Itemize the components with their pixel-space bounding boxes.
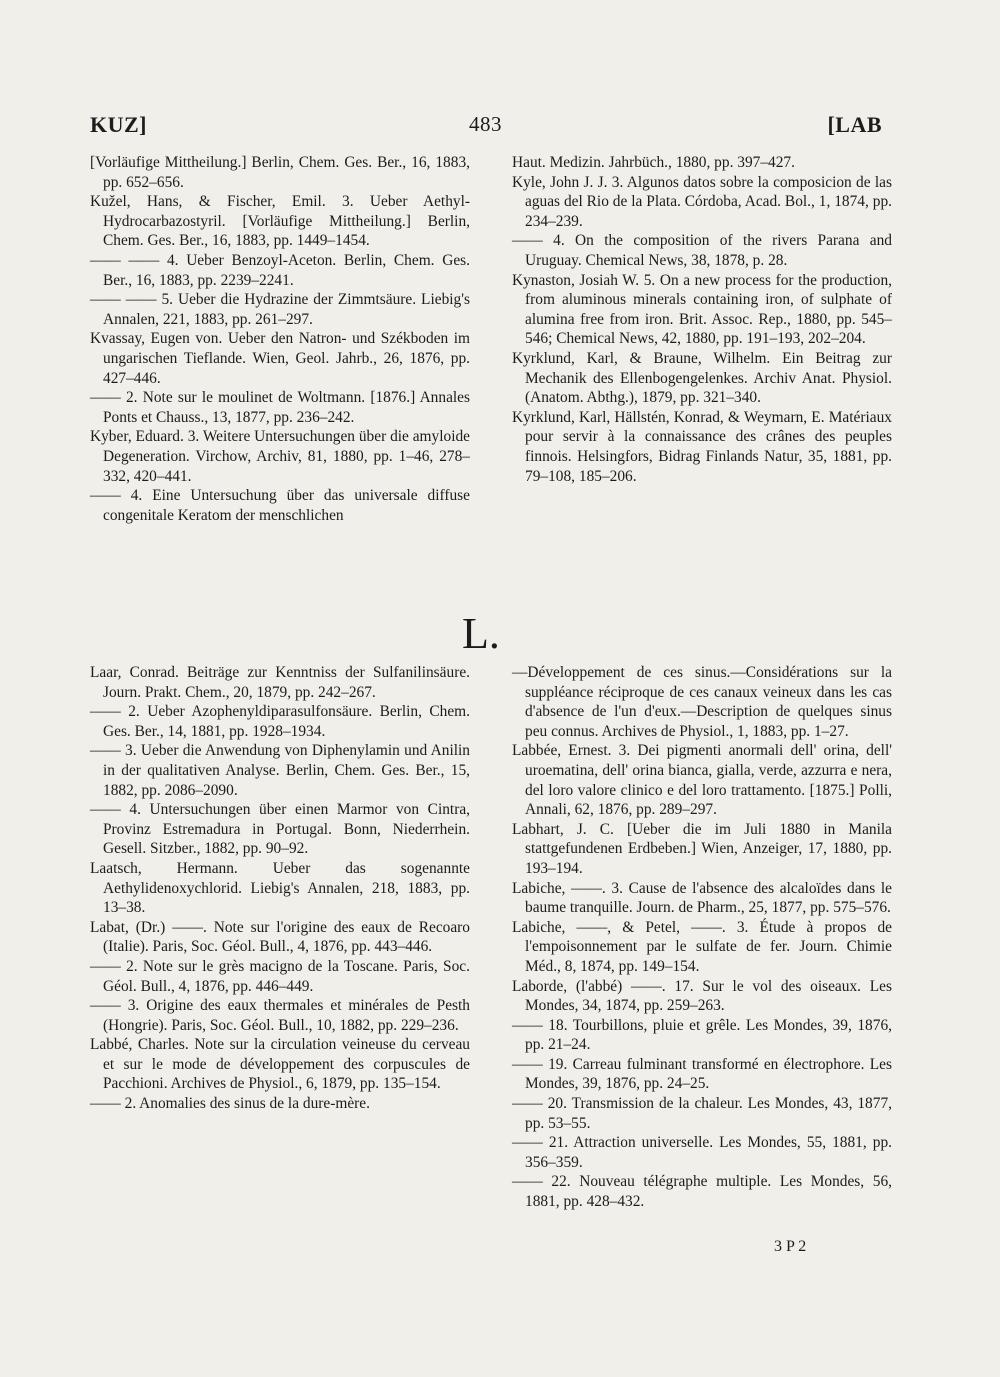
entry: —— 19. Carreau fulminant transformé en électrophore. Les Mondes, 39, 1876, pp. 24–25.	[512, 1055, 892, 1093]
entry: Labhart, J. C. [Ueber die im Juli 1880 in Manila stattgefundenen Erdbeben.] Wien, Anzeiger, 17, 1880, pp. 193–194.	[512, 820, 892, 877]
entry: —— 2. Note sur le grès macigno de la Toscane. Paris, Soc. Géol. Bull., 4, 1876, pp. 446–449.	[90, 957, 470, 995]
printer-signature: 3 P 2	[774, 1238, 807, 1255]
entry: Labiche, ——, & Petel, ——. 3. Étude à propos de l'empoisonnement par le sulfate de fer. Journ. Chimie Méd., 8, 1874, pp. 149–154.	[512, 918, 892, 975]
entry: Haut. Medizin. Jahrbüch., 1880, pp. 397–427.	[512, 154, 795, 171]
entry: Kyber, Eduard. 3. Weitere Untersuchungen über die amyloide Degeneration. Virchow, Archiv, 81, 1880, pp. 1–46, 278–332, 420–441.	[90, 428, 470, 485]
running-head-right: [LAB	[827, 112, 882, 137]
entry: Labiche, ——. 3. Cause de l'absence des alcaloïdes dans le baume tranquille. Journ. de Pharm., 25, 1877, pp. 575–576.	[512, 879, 892, 917]
entry: —Développement de ces sinus.—Considérations sur la suppléance réciproque de ces canaux veineux dans les cas d'absence de l'un d'eux.—Description de quelques sinus peu connus. Archives de Physiol., 1, 1883, pp. 1–27.	[512, 664, 892, 740]
column-bottom-right	[512, 663, 892, 1212]
entry: —— 22. Nouveau télégraphe multiple. Les Mondes, 56, 1881, pp. 428–432.	[512, 1173, 892, 1211]
entry: Kynaston, Josiah W. 5. On a new process for the production, from aluminous minerals containing iron, of sulphate of alumina free from iron. Brit. Assoc. Rep., 1880, pp. 545–546; Chemical News, 42, 1880, pp. 191–193, 202–204.	[512, 271, 892, 348]
section-letter: L.	[462, 609, 500, 658]
entry: —— 4. Eine Untersuchung über das universale diffuse congenitale Keratom der menschlichen	[90, 487, 470, 524]
entry: Kužel, Hans, & Fischer, Emil. 3. Ueber Aethyl-Hydrocarbazostyril. [Vorläufige Mittheilung.] Berlin, Chem. Ges. Ber., 16, 1883, pp. 1449–1454.	[90, 193, 470, 250]
entry: —— 21. Attraction universelle. Les Mondes, 55, 1881, pp. 356–359.	[512, 1134, 892, 1171]
entry: —— 2. Anomalies des sinus de la dure-mère.	[90, 1095, 370, 1113]
page-number: 483	[469, 112, 502, 136]
entry: Kyrklund, Karl, Hällstén, Konrad, & Weymarn, E. Matériaux pour servir à la connaissance des crânes des peuples finnois. Helsingfors, Bidrag Finlands Natur, 35, 1881, pp. 79–108, 185–206.	[512, 408, 892, 485]
entry: —— 3. Origine des eaux thermales et minérales de Pesth (Hongrie). Paris, Soc. Géol. Bull., 10, 1882, pp. 229–236.	[90, 997, 470, 1034]
entry: Labbée, Ernest. 3. Dei pigmenti anormali dell' orina, dell' uroematina, dell' orina bianca, gialla, verde, azzurra e nera, del loro valore clinico e del loro trattamento. [1875.] Polli, Annali, 62, 1876, pp. 289–297.	[512, 742, 892, 819]
entry: [Vorläufige Mittheilung.] Berlin, Chem. Ges. Ber., 16, 1883, pp. 652–656.	[90, 154, 470, 191]
entry: —— 18. Tourbillons, pluie et grêle. Les Mondes, 39, 1876, pp. 21–24.	[512, 1016, 892, 1054]
entry: Laar, Conrad. Beiträge zur Kenntniss der Sulfanilinsäure. Journ. Prakt. Chem., 20, 1879, pp. 242–267.	[90, 664, 470, 701]
running-head-left: KUZ]	[90, 112, 147, 137]
entry: Laatsch, Hermann. Ueber das sogenannte Aethylidenoxychlorid. Liebig's Annalen, 218, 1883, pp. 13–38.	[90, 859, 470, 917]
column-top-left	[90, 153, 470, 525]
entry: Kyle, John J. J. 3. Algunos datos sobre la composicion de las aguas del Rio de la Plata. Córdoba, Acad. Bol., 1, 1874, pp. 234–239.	[512, 173, 892, 230]
entry: —— 2. Note sur le moulinet de Woltmann. [1876.] Annales Ponts et Chauss., 13, 1877, pp. 236–242.	[90, 389, 470, 426]
entry: Labat, (Dr.) ——. Note sur l'origine des eaux de Recoaro (Italie). Paris, Soc. Géol. Bull., 4, 1876, pp. 443–446.	[90, 918, 470, 956]
entry: Kyrklund, Karl, & Braune, Wilhelm. Ein Beitrag zur Mechanik des Ellenbogengelenkes. Archiv Anat. Physiol. (Anatom. Abthg.), 1879, pp. 321–340.	[512, 349, 892, 407]
entry: —— 2. Ueber Azophenyldiparasulfonsäure. Berlin, Chem. Ges. Ber., 14, 1881, pp. 1928–1934.	[90, 703, 470, 740]
entry: —— 20. Transmission de la chaleur. Les Mondes, 43, 1877, pp. 53–55.	[512, 1095, 892, 1132]
entry: Laborde, (l'abbé) ——. 17. Sur le vol des oiseaux. Les Mondes, 34, 1874, pp. 259–263.	[512, 977, 892, 1015]
entry: Kvassay, Eugen von. Ueber den Natron- und Székboden im ungarischen Tieflande. Wien, Geol. Jahrb., 26, 1876, pp. 427–446.	[90, 330, 470, 387]
column-top-right	[512, 153, 892, 486]
entry: —— 3. Ueber die Anwendung von Diphenylamin und Anilin in der qualitativen Analyse. Berlin, Chem. Ges. Ber., 15, 1882, pp. 2086–2090.	[90, 742, 470, 799]
entry: —— 4. On the composition of the rivers Parana and Uruguay. Chemical News, 38, 1878, p. 28.	[512, 232, 892, 269]
entry: —— —— 4. Ueber Benzoyl-Aceton. Berlin, Chem. Ges. Ber., 16, 1883, pp. 2239–2241.	[90, 251, 470, 289]
entry: Labbé, Charles. Note sur la circulation veineuse du cerveau et sur le mode de développement des corpuscules de Pacchioni. Archives de Physiol., 6, 1879, pp. 135–154.	[90, 1036, 470, 1093]
entry: —— 4. Untersuchungen über einen Marmor von Cintra, Provinz Estremadura in Portugal. Bonn, Niederrhein. Gesell. Sitzber., 1882, pp. 90–92.	[90, 801, 470, 858]
entry: —— —— 5. Ueber die Hydrazine der Zimmtsäure. Liebig's Annalen, 221, 1883, pp. 261–297.	[90, 291, 470, 328]
column-bottom-left	[90, 663, 470, 1114]
